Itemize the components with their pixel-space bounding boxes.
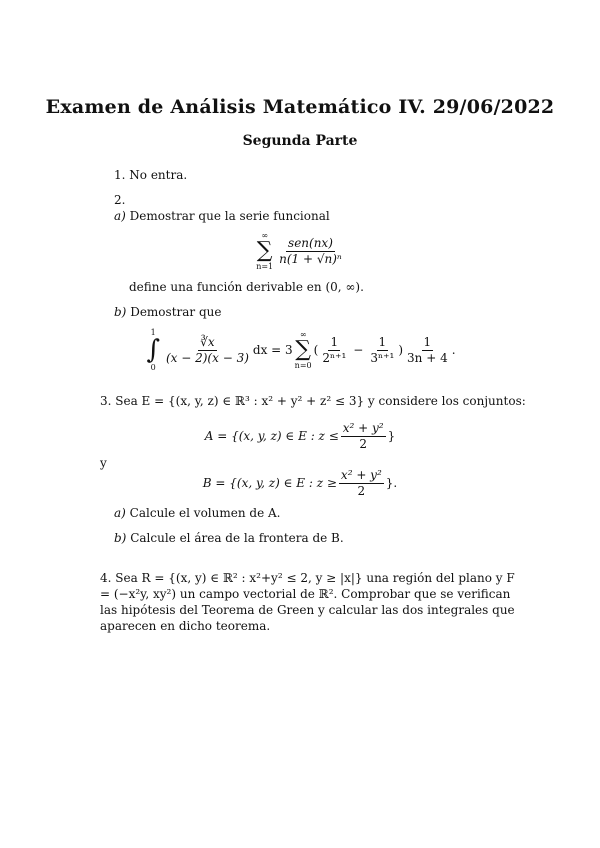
question-3b-label: b) — [114, 531, 127, 545]
conjunction-y: y — [100, 456, 107, 470]
sigma-icon-2: ∑ — [295, 337, 311, 362]
question-2a-conclusion: define una función derivable en (0, ∞). — [129, 280, 364, 294]
fraction-2 — [368, 336, 396, 365]
question-2b-text: Demostrar que — [130, 305, 222, 319]
question-3b — [114, 531, 344, 545]
minus-sign: − — [353, 343, 364, 357]
fraction-1 — [320, 336, 348, 365]
set-a-numerator: x² + y² — [342, 420, 384, 435]
integral-operator — [146, 328, 160, 372]
question-2a-text: Demostrar que la serie funcional — [129, 209, 330, 223]
series-formula — [0, 230, 600, 272]
set-a-fraction — [341, 422, 386, 451]
question-3a-text: Calcule el volumen de A. — [129, 506, 281, 520]
question-2-number: 2. — [114, 193, 126, 207]
question-3a — [114, 506, 280, 520]
integral-formula — [0, 328, 600, 372]
question-4: 4. Sea R = {(x, y) ∈ ℝ² : x²+y² ≤ 2, y ≥ |x|} una región del plano y F = (−x²y, xy²) un campo vectorial de ℝ². Comprobar que se verifican las hipótesis del Teorema de Green y calcular las dos integrales que aparecen en dicho teorema. — [100, 571, 515, 633]
fraction-2-numerator: 1 — [378, 334, 387, 349]
sum-lower-limit: n=1 — [256, 262, 274, 271]
question-1 — [114, 168, 187, 182]
exam-title: Examen de Análisis Matemático IV. 29/06/2022 — [45, 96, 555, 118]
sum-operator — [256, 231, 273, 271]
question-1-number: 1. — [114, 168, 126, 182]
question-3-intro: 3. Sea E = {(x, y, z) ∈ ℝ³ : x² + y² + z² ≤ 3} y considere los conjuntos: — [100, 394, 526, 408]
series-denominator: n(1 + √n)ⁿ — [279, 251, 342, 266]
question-1-text: No entra. — [129, 168, 188, 182]
open-paren: ( — [313, 343, 319, 357]
fraction-2-denominator: 3ⁿ⁺¹ — [370, 350, 395, 365]
dx-equals: dx = 3 — [252, 343, 293, 357]
question-2a-label: a) — [114, 209, 126, 223]
set-b-numerator: x² + y² — [340, 467, 382, 482]
series-numerator: sen(nx) — [288, 235, 333, 250]
question-2b — [114, 305, 221, 319]
integrand-denominator: (x − 2)(x − 3) — [165, 350, 249, 365]
question-2b-label: b) — [114, 305, 127, 319]
exam-subtitle: Segunda Parte — [242, 133, 358, 149]
integrand — [164, 336, 251, 365]
sum-operator-2 — [295, 330, 312, 370]
set-b-fraction — [339, 469, 384, 498]
set-b-denominator: 2 — [357, 483, 366, 498]
set-b-formula — [0, 465, 600, 501]
fraction-3-numerator: 1 — [423, 334, 432, 349]
fraction-3 — [405, 336, 450, 365]
fraction-1-numerator: 1 — [330, 334, 339, 349]
fraction-3-denominator: 3n + 4 — [407, 350, 448, 365]
set-a-denominator: 2 — [359, 436, 367, 451]
series-term — [277, 237, 344, 266]
integral-sign-icon: ∫ — [146, 335, 160, 365]
close-paren: ) — [398, 343, 404, 357]
set-b-left: B = {(x, y, z) ∈ E : z ≥ — [202, 476, 337, 490]
integral-lower-limit: 0 — [150, 363, 156, 372]
set-a-left: A = {(x, y, z) ∈ E : z ≤ — [204, 429, 339, 443]
question-3a-label: a) — [114, 506, 126, 520]
question-2a — [114, 209, 330, 223]
sum2-lower-limit: n=0 — [294, 361, 312, 370]
sigma-icon: ∑ — [256, 238, 273, 263]
set-a-right: } — [387, 429, 396, 443]
question-3b-text: Calcule el área de la frontera de B. — [130, 531, 344, 545]
formula-end-period: . — [451, 343, 456, 357]
fraction-1-denominator: 2ⁿ⁺¹ — [322, 350, 347, 365]
set-b-right: }. — [385, 476, 398, 490]
sum2-upper-limit: ∞ — [299, 330, 307, 339]
sum-upper-limit: ∞ — [261, 231, 268, 240]
set-a-formula — [0, 418, 600, 454]
integrand-numerator: ∛x — [200, 334, 215, 349]
integral-upper-limit: 1 — [150, 328, 156, 337]
